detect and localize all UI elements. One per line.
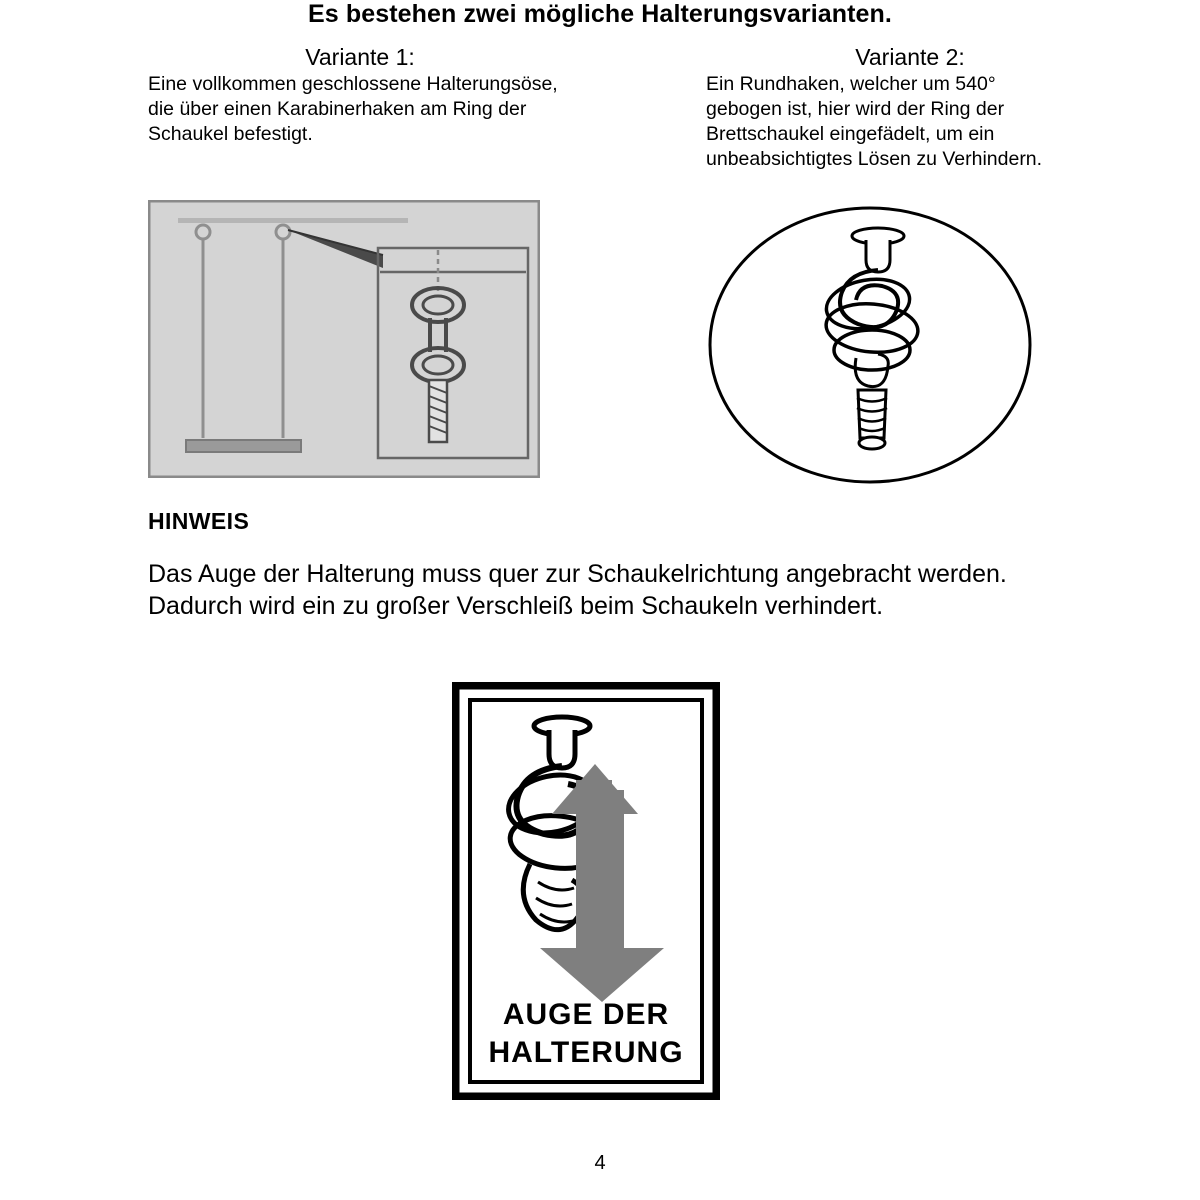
variant-2-description: Ein Rundhaken, welcher um 540° gebogen ist, hier wird der Ring der Brettschaukel eingefädelt, um ein unbeabsichtigtes Lösen zu Verhindern. xyxy=(706,73,1043,170)
variant-1-title: Variante 1: xyxy=(305,44,415,70)
variant-2-title: Variante 2: xyxy=(855,44,965,70)
label-line-1: AUGE DER xyxy=(502,998,670,1031)
variant-1-illustration xyxy=(148,200,540,478)
variant-1-description: Eine vollkommen geschlossene Halterungsöse, die über einen Karabinerhaken am Ring der Schaukel befestigt. xyxy=(148,73,558,145)
note-title: HINWEIS xyxy=(148,508,250,534)
auge-der-halterung-figure xyxy=(452,682,720,1100)
note-text: Das Auge der Halterung muss quer zur Schaukelrichtung angebracht werden. Dadurch wird ein zu großer Verschleiß beim Schaukeln verhindert. xyxy=(148,560,1007,620)
page-number: 4 xyxy=(594,1152,606,1174)
label-line-2: HALTERUNG xyxy=(488,1036,684,1069)
page-title: Es bestehen zwei mögliche Halterungsvarianten. xyxy=(308,0,892,28)
variant-2-illustration xyxy=(700,200,1040,490)
